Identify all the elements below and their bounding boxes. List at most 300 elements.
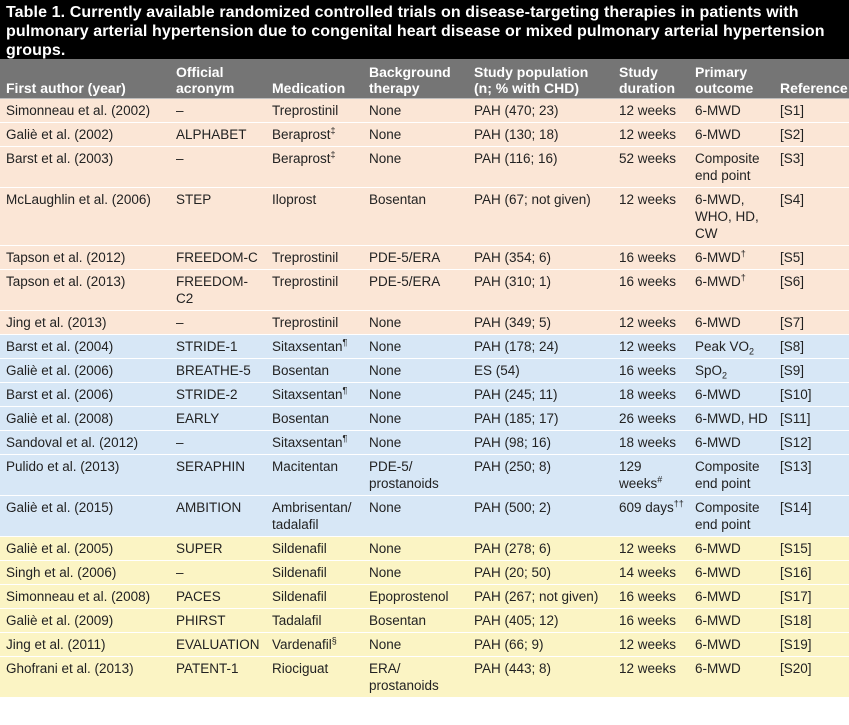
- cell-population: [468, 496, 613, 537]
- cell-duration-text: 16 weeks: [619, 274, 677, 289]
- cell-author: [0, 270, 170, 311]
- cell-medication-text: Riociguat: [272, 661, 329, 676]
- cell-author-text: Barst et al. (2004): [6, 339, 114, 354]
- cell-medication-text: Treprostinil: [272, 250, 339, 265]
- cell-background: [363, 496, 468, 537]
- cell-acronym-text: –: [176, 103, 184, 118]
- cell-duration-text: 16 weeks: [619, 589, 677, 604]
- cell-background: [363, 407, 468, 431]
- header-acronym: Official acronym: [170, 59, 266, 99]
- cell-author: [0, 188, 170, 246]
- cell-outcome: [689, 407, 774, 431]
- cell-reference-text: [S12]: [780, 435, 812, 450]
- cell-acronym: [170, 123, 266, 147]
- cell-outcome: [689, 496, 774, 537]
- trials-table: [0, 59, 849, 698]
- cell-reference: [774, 99, 849, 123]
- cell-reference: [774, 407, 849, 431]
- cell-medication-text: Sitaxsentan: [272, 339, 343, 354]
- table-row: [0, 188, 849, 246]
- cell-acronym: [170, 246, 266, 270]
- cell-background-text: None: [369, 500, 402, 515]
- cell-reference-text: [S19]: [780, 637, 812, 652]
- cell-acronym-text: PATENT-1: [176, 661, 239, 676]
- cell-background: [363, 99, 468, 123]
- cell-acronym: [170, 147, 266, 188]
- table-row: [0, 407, 849, 431]
- cell-medication: [266, 657, 363, 698]
- cell-author-text: Singh et al. (2006): [6, 565, 117, 580]
- header-population: Study population (n; % with CHD): [468, 59, 613, 99]
- cell-acronym: [170, 609, 266, 633]
- cell-author-text: Galiè et al. (2008): [6, 411, 114, 426]
- cell-outcome: [689, 311, 774, 335]
- cell-outcome: [689, 188, 774, 246]
- cell-author-text: Galiè et al. (2002): [6, 127, 114, 142]
- cell-outcome: [689, 99, 774, 123]
- cell-background-text: Bosentan: [369, 192, 427, 207]
- cell-background-text: None: [369, 435, 402, 450]
- cell-reference-text: [S1]: [780, 103, 805, 118]
- cell-duration: [613, 633, 689, 657]
- cell-population-text: PAH (278; 6): [474, 541, 552, 556]
- table-row: [0, 585, 849, 609]
- cell-medication: [266, 311, 363, 335]
- cell-acronym-text: STRIDE-2: [176, 387, 238, 402]
- cell-medication: [266, 407, 363, 431]
- cell-reference: [774, 270, 849, 311]
- cell-author: [0, 537, 170, 561]
- cell-acronym-text: FREEDOM-C2: [176, 274, 248, 306]
- cell-duration-text: 12 weeks: [619, 541, 677, 556]
- cell-acronym-text: –: [176, 435, 184, 450]
- cell-outcome: [689, 270, 774, 311]
- cell-duration: [613, 99, 689, 123]
- cell-acronym: [170, 407, 266, 431]
- table-row: [0, 311, 849, 335]
- cell-author: [0, 99, 170, 123]
- table-row: [0, 99, 849, 123]
- cell-duration-footnote-mark: ††: [673, 498, 684, 509]
- cell-acronym-text: –: [176, 315, 184, 330]
- cell-background-text: PDE-5/ERA: [369, 250, 441, 265]
- cell-medication-text: Macitentan: [272, 459, 339, 474]
- cell-outcome-text: 6-MWD: [695, 274, 741, 289]
- cell-medication: [266, 123, 363, 147]
- cell-reference-text: [S3]: [780, 151, 805, 166]
- cell-background: [363, 657, 468, 698]
- cell-author-text: Ghofrani et al. (2013): [6, 661, 134, 676]
- cell-reference-text: [S10]: [780, 387, 812, 402]
- cell-medication: [266, 335, 363, 359]
- cell-acronym-text: PACES: [176, 589, 221, 604]
- cell-reference: [774, 431, 849, 455]
- cell-background: [363, 585, 468, 609]
- cell-background: [363, 147, 468, 188]
- cell-outcome: [689, 455, 774, 496]
- cell-reference: [774, 537, 849, 561]
- cell-duration: [613, 657, 689, 698]
- cell-population-text: PAH (130; 18): [474, 127, 559, 142]
- cell-population: [468, 123, 613, 147]
- cell-acronym: [170, 537, 266, 561]
- cell-author-text: Simonneau et al. (2008): [6, 589, 151, 604]
- cell-population-text: PAH (267; not given): [474, 589, 599, 604]
- cell-medication-footnote-mark: ‡: [330, 149, 336, 160]
- cell-author: [0, 383, 170, 407]
- cell-reference-text: [S2]: [780, 127, 805, 142]
- cell-population-text: PAH (185; 17): [474, 411, 559, 426]
- cell-author: [0, 123, 170, 147]
- cell-background-text: None: [369, 541, 402, 556]
- cell-reference: [774, 609, 849, 633]
- cell-acronym: [170, 383, 266, 407]
- cell-population-text: PAH (66; 9): [474, 637, 544, 652]
- cell-author-text: Sandoval et al. (2012): [6, 435, 139, 450]
- cell-population-text: PAH (349; 5): [474, 315, 552, 330]
- cell-medication: [266, 431, 363, 455]
- cell-background-text: None: [369, 411, 402, 426]
- table-row: [0, 657, 849, 698]
- cell-duration-text: 16 weeks: [619, 363, 677, 378]
- table-row: [0, 246, 849, 270]
- cell-outcome-text: 6-MWD: [695, 435, 741, 450]
- cell-population-text: PAH (116; 16): [474, 151, 558, 166]
- table-row: [0, 147, 849, 188]
- cell-author: [0, 561, 170, 585]
- cell-outcome: [689, 246, 774, 270]
- cell-author: [0, 147, 170, 188]
- table-title: Table 1. Currently available randomized controlled trials on disease-targeting therapies in patients with pulmonary arterial hypertension due to congenital heart disease or mixed pulmonary arterial hypertension groups.: [0, 0, 849, 59]
- table-row: [0, 123, 849, 147]
- cell-duration: [613, 311, 689, 335]
- cell-outcome-text: 6-MWD: [695, 103, 741, 118]
- cell-acronym-text: –: [176, 565, 184, 580]
- cell-population-text: PAH (67; not given): [474, 192, 591, 207]
- cell-background-text: PDE-5/ERA: [369, 274, 441, 289]
- cell-acronym-text: PHIRST: [176, 613, 226, 628]
- cell-author: [0, 633, 170, 657]
- cell-reference: [774, 246, 849, 270]
- cell-acronym-text: FREEDOM-C: [176, 250, 258, 265]
- cell-duration: [613, 335, 689, 359]
- cell-background-text: None: [369, 103, 402, 118]
- cell-population: [468, 188, 613, 246]
- header-author: First author (year): [0, 59, 170, 99]
- cell-duration: [613, 407, 689, 431]
- cell-background: [363, 246, 468, 270]
- cell-reference: [774, 561, 849, 585]
- cell-author: [0, 407, 170, 431]
- cell-reference: [774, 147, 849, 188]
- cell-population: [468, 431, 613, 455]
- cell-medication-text: Tadalafil: [272, 613, 322, 628]
- cell-reference-text: [S11]: [780, 411, 811, 426]
- table-row: [0, 431, 849, 455]
- cell-background-text: Epoprostenol: [369, 589, 449, 604]
- cell-reference-text: [S18]: [780, 613, 812, 628]
- cell-duration-text: 12 weeks: [619, 315, 677, 330]
- cell-outcome: [689, 123, 774, 147]
- cell-duration: [613, 147, 689, 188]
- cell-medication-text: Sildenafil: [272, 589, 327, 604]
- cell-population: [468, 383, 613, 407]
- cell-outcome-text: 6-MWD, HD: [695, 411, 768, 426]
- cell-background: [363, 431, 468, 455]
- cell-medication-text: Iloprost: [272, 192, 317, 207]
- table-row: [0, 496, 849, 537]
- cell-medication-text: Sildenafil: [272, 541, 327, 556]
- cell-background-text: None: [369, 339, 402, 354]
- cell-medication: [266, 537, 363, 561]
- cell-duration: [613, 496, 689, 537]
- cell-outcome: [689, 537, 774, 561]
- cell-medication-footnote-mark: ¶: [342, 337, 348, 348]
- cell-outcome-text: 6-MWD: [695, 589, 741, 604]
- cell-medication-footnote-mark: §: [331, 635, 337, 646]
- cell-outcome: [689, 633, 774, 657]
- cell-duration-text: 14 weeks: [619, 565, 677, 580]
- cell-author-text: Galiè et al. (2005): [6, 541, 114, 556]
- cell-medication-text: Beraprost: [272, 127, 331, 142]
- cell-population: [468, 585, 613, 609]
- cell-acronym: [170, 585, 266, 609]
- cell-outcome: [689, 609, 774, 633]
- cell-background-text: None: [369, 363, 402, 378]
- cell-acronym-text: EVALUATION: [176, 637, 260, 652]
- cell-author-text: Tapson et al. (2012): [6, 250, 126, 265]
- cell-duration: [613, 188, 689, 246]
- cell-medication-text: Treprostinil: [272, 274, 339, 289]
- cell-outcome-text: Composite end point: [695, 459, 760, 491]
- cell-duration: [613, 383, 689, 407]
- cell-reference: [774, 496, 849, 537]
- cell-reference: [774, 359, 849, 383]
- cell-background: [363, 311, 468, 335]
- table-row: [0, 455, 849, 496]
- cell-background: [363, 123, 468, 147]
- cell-background: [363, 359, 468, 383]
- cell-acronym: [170, 633, 266, 657]
- cell-author: [0, 609, 170, 633]
- cell-medication-text: Bosentan: [272, 411, 330, 426]
- cell-duration: [613, 270, 689, 311]
- cell-author: [0, 657, 170, 698]
- cell-background: [363, 561, 468, 585]
- cell-author-text: McLaughlin et al. (2006): [6, 192, 151, 207]
- cell-duration-text: 18 weeks: [619, 387, 677, 402]
- cell-reference-text: [S4]: [780, 192, 805, 207]
- cell-population-text: PAH (310; 1): [474, 274, 552, 289]
- cell-author: [0, 455, 170, 496]
- cell-population-text: PAH (20; 50): [474, 565, 552, 580]
- cell-outcome-footnote-mark: †: [740, 248, 746, 259]
- cell-medication-text: Vardenafil: [272, 637, 332, 652]
- cell-author: [0, 359, 170, 383]
- cell-population-text: PAH (443; 8): [474, 661, 552, 676]
- cell-population: [468, 359, 613, 383]
- cell-population-text: PAH (245; 11): [474, 387, 558, 402]
- cell-reference: [774, 311, 849, 335]
- cell-background-text: None: [369, 127, 402, 142]
- cell-outcome-text: 6-MWD: [695, 315, 741, 330]
- cell-background-text: None: [369, 151, 402, 166]
- table-row: [0, 359, 849, 383]
- cell-medication-text: Bosentan: [272, 363, 330, 378]
- cell-author-text: Barst et al. (2006): [6, 387, 114, 402]
- cell-outcome-text: SpO: [695, 363, 723, 378]
- cell-acronym: [170, 657, 266, 698]
- cell-outcome-text: 6-MWD: [695, 637, 741, 652]
- cell-medication: [266, 561, 363, 585]
- header-duration: Study duration: [613, 59, 689, 99]
- cell-medication: [266, 246, 363, 270]
- cell-population: [468, 633, 613, 657]
- cell-reference-text: [S16]: [780, 565, 812, 580]
- cell-population: [468, 311, 613, 335]
- cell-population-text: PAH (405; 12): [474, 613, 559, 628]
- cell-population: [468, 270, 613, 311]
- cell-medication: [266, 359, 363, 383]
- cell-background-text: None: [369, 637, 402, 652]
- cell-acronym-text: ALPHABET: [176, 127, 247, 142]
- cell-duration: [613, 609, 689, 633]
- cell-population: [468, 99, 613, 123]
- cell-background: [363, 609, 468, 633]
- cell-outcome-text: Composite end point: [695, 151, 760, 183]
- cell-medication: [266, 633, 363, 657]
- cell-duration: [613, 585, 689, 609]
- cell-author-text: Barst et al. (2003): [6, 151, 114, 166]
- cell-outcome-footnote-mark: †: [740, 272, 746, 283]
- cell-acronym-text: STEP: [176, 192, 212, 207]
- cell-acronym: [170, 561, 266, 585]
- cell-outcome: [689, 383, 774, 407]
- cell-background-text: None: [369, 565, 402, 580]
- cell-background: [363, 455, 468, 496]
- header-background: Background therapy: [363, 59, 468, 99]
- cell-population: [468, 609, 613, 633]
- cell-population-text: PAH (250; 8): [474, 459, 552, 474]
- cell-background: [363, 537, 468, 561]
- cell-acronym-text: SERAPHIN: [176, 459, 246, 474]
- header-medication: Medication: [266, 59, 363, 99]
- cell-medication: [266, 270, 363, 311]
- cell-population: [468, 537, 613, 561]
- cell-duration-text: 12 weeks: [619, 192, 677, 207]
- cell-outcome: [689, 335, 774, 359]
- cell-acronym-text: AMBITION: [176, 500, 242, 515]
- cell-population: [468, 455, 613, 496]
- cell-duration: [613, 123, 689, 147]
- cell-acronym: [170, 188, 266, 246]
- cell-duration-text: 52 weeks: [619, 151, 677, 166]
- cell-background: [363, 188, 468, 246]
- cell-background-text: None: [369, 315, 402, 330]
- cell-population-text: PAH (178; 24): [474, 339, 559, 354]
- cell-medication-text: Sitaxsentan: [272, 387, 343, 402]
- cell-author-text: Jing et al. (2013): [6, 315, 107, 330]
- cell-author-text: Galiè et al. (2006): [6, 363, 114, 378]
- table-row: [0, 609, 849, 633]
- cell-reference: [774, 123, 849, 147]
- cell-duration: [613, 537, 689, 561]
- cell-population-text: PAH (500; 2): [474, 500, 552, 515]
- cell-duration-text: 12 weeks: [619, 637, 677, 652]
- table-row: [0, 335, 849, 359]
- cell-author: [0, 246, 170, 270]
- cell-reference-text: [S17]: [780, 589, 812, 604]
- cell-medication-footnote-mark: ‡: [330, 125, 336, 136]
- table-row: [0, 270, 849, 311]
- cell-acronym-text: SUPER: [176, 541, 223, 556]
- cell-acronym: [170, 270, 266, 311]
- cell-outcome-text: 6-MWD: [695, 127, 741, 142]
- cell-population: [468, 407, 613, 431]
- cell-outcome-text: 6-MWD: [695, 387, 741, 402]
- cell-reference: [774, 633, 849, 657]
- cell-background-text: PDE-5/ prostanoids: [369, 459, 439, 491]
- cell-medication: [266, 455, 363, 496]
- header-row: [0, 59, 849, 99]
- cell-reference-text: [S13]: [780, 459, 812, 474]
- cell-duration: [613, 359, 689, 383]
- cell-duration-text: 16 weeks: [619, 250, 677, 265]
- cell-outcome-text: 6-MWD, WHO, HD, CW: [695, 192, 759, 241]
- cell-background-text: ERA/ prostanoids: [369, 661, 439, 693]
- cell-medication-text: Sitaxsentan: [272, 435, 343, 450]
- cell-author: [0, 311, 170, 335]
- cell-author-text: Galiè et al. (2015): [6, 500, 114, 515]
- cell-author: [0, 431, 170, 455]
- cell-population: [468, 147, 613, 188]
- cell-population: [468, 335, 613, 359]
- cell-medication-text: Sildenafil: [272, 565, 327, 580]
- cell-outcome: [689, 561, 774, 585]
- cell-duration: [613, 455, 689, 496]
- cell-population-text: ES (54): [474, 363, 520, 378]
- cell-population-text: PAH (354; 6): [474, 250, 552, 265]
- table-row: [0, 383, 849, 407]
- cell-duration: [613, 246, 689, 270]
- cell-outcome-text: Peak VO: [695, 339, 750, 354]
- cell-population-text: PAH (98; 16): [474, 435, 552, 450]
- cell-medication: [266, 99, 363, 123]
- table-row: [0, 633, 849, 657]
- cell-reference-text: [S15]: [780, 541, 812, 556]
- cell-medication-text: Ambrisentan/ tadalafil: [272, 500, 352, 532]
- cell-outcome-text: 6-MWD: [695, 541, 741, 556]
- cell-duration-text: 129 weeks: [619, 459, 658, 491]
- cell-duration-text: 12 weeks: [619, 661, 677, 676]
- table-row: [0, 561, 849, 585]
- cell-acronym: [170, 431, 266, 455]
- cell-duration-text: 12 weeks: [619, 339, 677, 354]
- cell-medication-footnote-mark: ¶: [342, 385, 348, 396]
- cell-reference-text: [S6]: [780, 274, 805, 289]
- cell-acronym: [170, 455, 266, 496]
- cell-duration-text: 16 weeks: [619, 613, 677, 628]
- cell-reference: [774, 455, 849, 496]
- cell-author-text: Pulido et al. (2013): [6, 459, 120, 474]
- cell-medication: [266, 585, 363, 609]
- cell-reference: [774, 188, 849, 246]
- cell-reference: [774, 585, 849, 609]
- cell-outcome: [689, 431, 774, 455]
- cell-duration: [613, 561, 689, 585]
- cell-author: [0, 496, 170, 537]
- cell-duration-footnote-mark: #: [657, 474, 663, 485]
